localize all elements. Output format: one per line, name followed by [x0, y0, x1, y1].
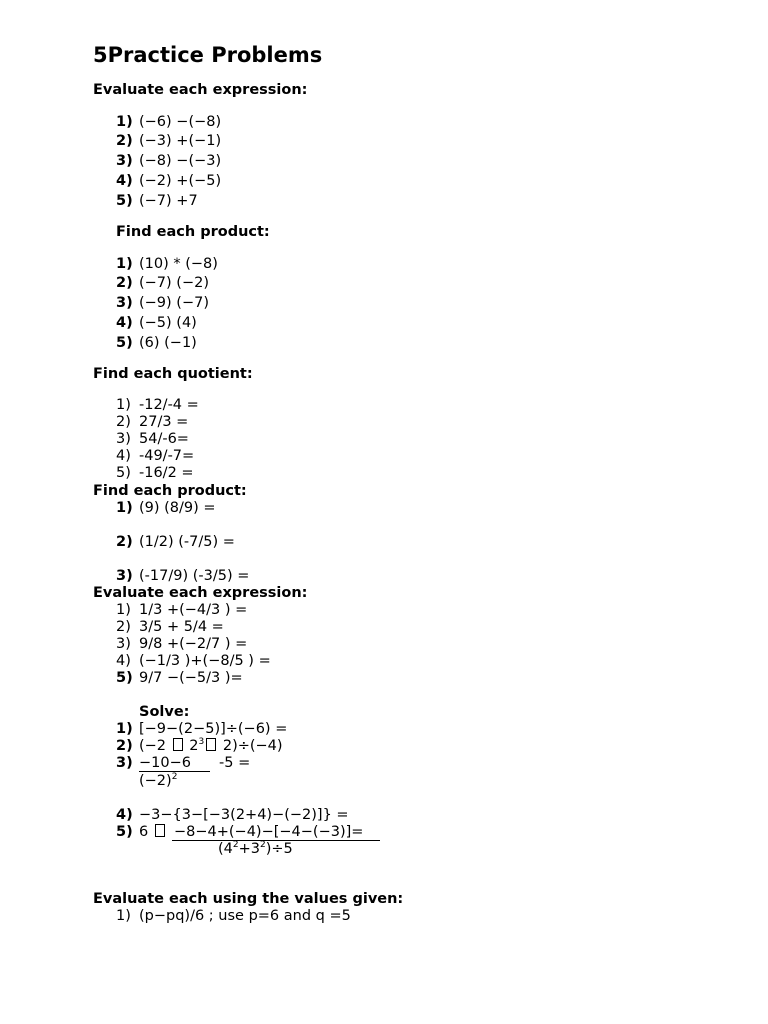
- list-item: [116, 465, 194, 482]
- item-number: 1): [116, 908, 131, 924]
- list-item: [116, 414, 188, 431]
- item-text: 9/8 +(−2/7 ) =: [139, 636, 248, 652]
- item-text: (−7) +7: [139, 193, 198, 209]
- item-number: 3): [116, 295, 133, 311]
- fraction-numerator: −10−6: [139, 755, 191, 771]
- item-text: (−5) (4): [139, 315, 197, 331]
- list-item: [116, 824, 167, 841]
- item-number: 1): [116, 602, 131, 618]
- item-text: (−9) (−7): [139, 295, 209, 311]
- item-number: 1): [116, 500, 133, 516]
- list-item: [116, 275, 209, 292]
- item-text: 27/3 =: [139, 414, 189, 430]
- item-number: 5): [116, 193, 133, 209]
- item-number: 4): [116, 448, 131, 464]
- item-number: 3): [116, 431, 131, 447]
- list-item: [116, 653, 271, 670]
- list-item: [116, 173, 221, 190]
- item-number: 2): [116, 133, 133, 149]
- item-text: (−2) +(−5): [139, 173, 222, 189]
- item-text: -5 =: [219, 755, 251, 771]
- item-number: 2): [116, 534, 133, 550]
- fraction-denominator: [139, 773, 177, 790]
- item-text: 9/7 −(−5/3 )=: [139, 670, 243, 686]
- item-text: -16/2 =: [139, 465, 194, 481]
- list-item: [116, 568, 249, 585]
- list-item: [116, 602, 247, 619]
- list-item: [116, 670, 243, 687]
- item-number: 3): [116, 153, 133, 169]
- list-item: [116, 619, 224, 636]
- item-text: (-17/9) (-3/5) =: [139, 568, 250, 584]
- item-text: (9) (8/9) =: [139, 500, 216, 516]
- list-item: [116, 133, 221, 150]
- item-number: 4): [116, 653, 131, 669]
- item-number: 3): [116, 568, 133, 584]
- section-heading: Evaluate each using the values given:: [93, 891, 404, 907]
- item-number: 1): [116, 721, 133, 737]
- list-item: [116, 807, 349, 824]
- item-number: 2): [116, 275, 133, 291]
- item-number: 5): [116, 670, 133, 686]
- denominator-text: (−2): [139, 773, 172, 789]
- denominator-text: )÷5: [265, 841, 293, 857]
- item-number: 4): [116, 173, 133, 189]
- exponent: 2: [171, 772, 178, 782]
- section-heading: Evaluate each expression:: [93, 585, 308, 601]
- denominator-text: +3: [238, 841, 260, 857]
- item-text: -49/-7=: [139, 448, 195, 464]
- list-item: [116, 335, 197, 352]
- item-number: 2): [116, 738, 133, 754]
- item-text: [−9−(2−5)]÷(−6) =: [139, 721, 288, 737]
- item-text-b: 2: [189, 738, 199, 754]
- exponent: 2: [260, 840, 266, 850]
- list-item: [116, 256, 218, 273]
- list-item: [116, 295, 209, 312]
- section-heading: Find each product:: [116, 224, 270, 240]
- item-number: 3): [116, 636, 131, 652]
- list-item: [116, 315, 197, 332]
- section-heading: Solve:: [139, 704, 190, 720]
- list-item: [116, 500, 216, 517]
- fraction-numerator: −8−4+(−4)−[−4−(−3)]=: [174, 824, 364, 840]
- item-text: (−6) −(−8): [139, 114, 222, 130]
- item-number: 5): [116, 465, 131, 481]
- item-number: 4): [116, 315, 133, 331]
- exponent: 2: [232, 840, 239, 850]
- item-number: 1): [116, 256, 133, 272]
- item-text: (6) (−1): [139, 335, 197, 351]
- missing-glyph-box: [155, 824, 165, 837]
- section-heading: Find each quotient:: [93, 366, 253, 382]
- item-text-c: 2)÷(−4): [222, 738, 283, 754]
- item-lead: 6: [139, 824, 149, 840]
- list-item: [116, 721, 287, 738]
- list-item: [116, 193, 198, 210]
- item-text: (1/2) (-7/5) =: [139, 534, 235, 550]
- item-number: 5): [116, 824, 133, 840]
- item-text: (10) * (−8): [139, 256, 218, 272]
- item-text-a: (−2: [139, 738, 167, 754]
- list-item: [116, 755, 191, 772]
- item-number: 2): [116, 619, 131, 635]
- list-item: [116, 153, 221, 170]
- item-number: 5): [116, 335, 133, 351]
- list-item: [116, 448, 194, 465]
- item-text: (−3) +(−1): [139, 133, 222, 149]
- section-heading: Find each product:: [93, 483, 247, 499]
- item-text: (−1/3 )+(−8/5 ) =: [139, 653, 271, 669]
- exponent: 3: [198, 737, 205, 747]
- list-item: [116, 534, 235, 551]
- list-item: [116, 397, 199, 414]
- item-number: 1): [116, 397, 131, 413]
- item-number: 4): [116, 807, 133, 823]
- list-item: [116, 908, 351, 925]
- item-text: 1/3 +(−4/3 ) =: [139, 602, 248, 618]
- item-number: 3): [116, 755, 133, 771]
- item-text: 3/5 + 5/4 =: [139, 619, 224, 635]
- item-number: 1): [116, 114, 133, 130]
- item-text: (−8) −(−3): [139, 153, 222, 169]
- list-item: [116, 114, 221, 131]
- item-text: (p−pq)/6 ; use p=6 and q =5: [139, 908, 351, 924]
- section-heading: Evaluate each expression:: [93, 82, 308, 98]
- list-item: [116, 431, 189, 448]
- page-title: 5Practice Problems: [93, 43, 323, 67]
- missing-glyph-box: [173, 738, 183, 751]
- item-text: 54/-6=: [139, 431, 189, 447]
- list-item: [116, 636, 247, 653]
- item-text: -12/-4 =: [139, 397, 199, 413]
- denominator-text: (4: [218, 841, 233, 857]
- item-text: (−7) (−2): [139, 275, 209, 291]
- fraction-denominator: [218, 841, 293, 858]
- missing-glyph-box: [206, 738, 216, 751]
- item-number: 2): [116, 414, 131, 430]
- item-text: −3−{3−[−3(2+4)−(−2)]} =: [139, 807, 349, 823]
- list-item: [116, 738, 283, 755]
